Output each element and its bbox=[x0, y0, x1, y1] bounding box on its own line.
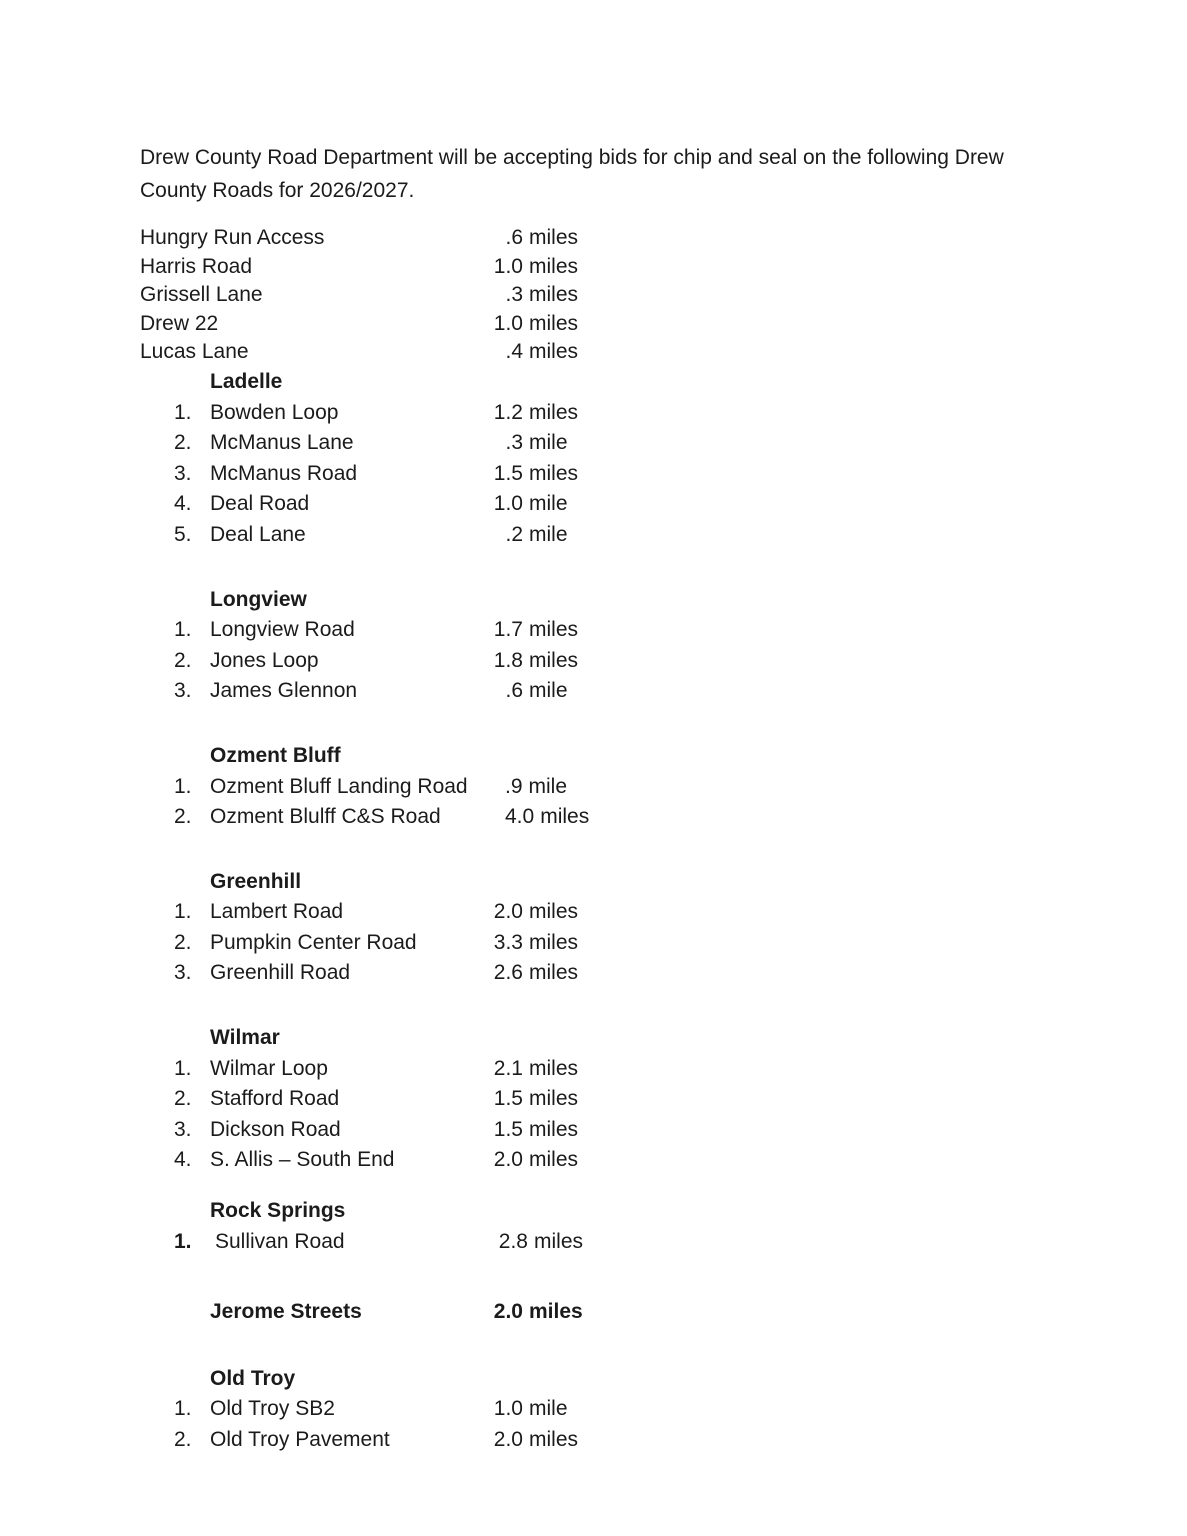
road-row bbox=[140, 772, 1120, 803]
road-mileage bbox=[489, 676, 568, 707]
mileage-unit: miles bbox=[529, 618, 579, 642]
road-mileage bbox=[489, 1297, 583, 1328]
section-title: Longview bbox=[210, 587, 307, 611]
road-number: 1. bbox=[174, 900, 192, 924]
road-mileage bbox=[489, 459, 578, 490]
mileage-value: 1.7 bbox=[493, 618, 523, 642]
road-name: Dickson Road bbox=[210, 1117, 341, 1141]
mileage-unit: miles bbox=[529, 226, 579, 249]
road-row bbox=[140, 676, 1120, 707]
road-name: James Glennon bbox=[210, 679, 358, 703]
mileage-value: 2.0 bbox=[493, 1428, 523, 1451]
road-name: McManus Lane bbox=[210, 431, 354, 455]
section-title: Jerome Streets bbox=[210, 1300, 362, 1324]
mileage-value: 1.0 bbox=[493, 492, 523, 516]
mileage-unit: mile bbox=[529, 1397, 568, 1421]
mileage-value: 1.0 bbox=[493, 1397, 523, 1421]
mileage-unit: miles bbox=[529, 340, 579, 364]
mileage-unit: miles bbox=[529, 1428, 579, 1451]
road-row bbox=[140, 253, 1120, 282]
section-title: Old Troy bbox=[210, 1366, 296, 1390]
road-row bbox=[140, 615, 1120, 646]
section-greenhill bbox=[140, 867, 1120, 989]
road-row bbox=[140, 1425, 1120, 1456]
intro-line: County Roads for 2026/2027. bbox=[140, 179, 415, 202]
road-row bbox=[140, 1227, 1120, 1258]
mileage-unit: miles bbox=[529, 1117, 579, 1141]
road-number: 3. bbox=[174, 1117, 192, 1141]
mileage-value: .6 bbox=[505, 226, 523, 249]
mileage-value: 1.2 bbox=[493, 400, 523, 424]
road-mileage bbox=[489, 520, 568, 551]
road-number: 2. bbox=[174, 431, 192, 455]
road-name: Sullivan Road bbox=[215, 1229, 345, 1253]
section-ozment-bluff bbox=[140, 741, 1120, 833]
mileage-value: 3.3 bbox=[493, 930, 523, 954]
mileage-value: 2.1 bbox=[493, 1056, 523, 1080]
road-mileage bbox=[489, 1084, 578, 1115]
mileage-unit: miles bbox=[529, 1148, 579, 1172]
top-road-list bbox=[140, 224, 1120, 367]
road-mileage bbox=[489, 897, 578, 928]
mileage-value: 1.8 bbox=[493, 648, 523, 672]
mileage-value: 4.0 bbox=[505, 805, 535, 829]
road-mileage bbox=[489, 489, 568, 520]
road-name: Drew 22 bbox=[140, 311, 219, 335]
road-mileage bbox=[489, 615, 578, 646]
mileage-value: 1.5 bbox=[493, 461, 523, 485]
road-number: 2. bbox=[174, 1087, 192, 1111]
road-number: 1. bbox=[174, 618, 192, 642]
road-row bbox=[140, 489, 1120, 520]
road-name: Jones Loop bbox=[210, 648, 319, 672]
mileage-unit: mile bbox=[529, 431, 568, 455]
road-row bbox=[140, 1145, 1120, 1176]
road-row bbox=[140, 1115, 1120, 1146]
road-sections bbox=[140, 367, 1120, 1456]
mileage-unit: mile bbox=[529, 522, 568, 546]
intro-paragraph bbox=[140, 141, 1120, 207]
mileage-value: 1.0 bbox=[493, 254, 523, 278]
mileage-unit: miles bbox=[529, 254, 579, 278]
mileage-value: 1.5 bbox=[493, 1087, 523, 1111]
mileage-unit: miles bbox=[529, 461, 579, 485]
mileage-value: 1.0 bbox=[493, 311, 523, 335]
road-number: 3. bbox=[174, 679, 192, 703]
road-name: Lucas Lane bbox=[140, 340, 249, 364]
section-title: Greenhill bbox=[210, 869, 302, 893]
road-number: 2. bbox=[174, 930, 192, 954]
road-number: 3. bbox=[174, 461, 192, 485]
road-mileage bbox=[489, 428, 568, 459]
road-row bbox=[140, 1084, 1120, 1115]
road-mileage bbox=[494, 1227, 583, 1258]
road-name: Grissell Lane bbox=[140, 283, 263, 307]
mileage-value: .3 bbox=[505, 431, 523, 455]
road-row bbox=[140, 428, 1120, 459]
road-name: Hungry Run Access bbox=[140, 226, 325, 249]
road-row bbox=[140, 802, 1120, 833]
intro-line: Drew County Road Department will be accepting bids for chip and seal on the following Drew bbox=[140, 146, 1004, 169]
mileage-unit: mile bbox=[529, 679, 568, 703]
road-name: S. Allis – South End bbox=[210, 1148, 395, 1172]
road-row bbox=[140, 928, 1120, 959]
mileage-unit: miles bbox=[529, 1056, 579, 1080]
mileage-value: 2.0 bbox=[493, 1300, 523, 1324]
section-old-troy bbox=[140, 1364, 1120, 1456]
road-row bbox=[140, 1394, 1120, 1425]
road-mileage bbox=[489, 224, 578, 253]
road-name: Stafford Road bbox=[210, 1087, 340, 1111]
mileage-value: .6 bbox=[505, 679, 523, 703]
mileage-value: .3 bbox=[505, 283, 523, 307]
road-number: 1. bbox=[174, 400, 192, 424]
mileage-unit: mile bbox=[529, 492, 568, 516]
section-rock-springs bbox=[140, 1196, 1120, 1257]
road-name: Lambert Road bbox=[210, 900, 344, 924]
mileage-unit: miles bbox=[529, 311, 579, 335]
section-jerome-streets bbox=[140, 1297, 1120, 1328]
road-mileage bbox=[489, 646, 578, 677]
mileage-unit: miles bbox=[529, 930, 579, 954]
section-heading-row bbox=[140, 1297, 1120, 1328]
road-name: Ozment Bluff Landing Road bbox=[210, 774, 468, 798]
mileage-unit: miles bbox=[529, 961, 579, 985]
road-number: 2. bbox=[174, 1428, 192, 1451]
section-title: Ladelle bbox=[210, 369, 283, 393]
mileage-unit: miles bbox=[540, 805, 590, 829]
section-longview bbox=[140, 585, 1120, 707]
mileage-value: 2.0 bbox=[493, 1148, 523, 1172]
road-row bbox=[140, 338, 1120, 367]
mileage-unit: miles bbox=[529, 1300, 583, 1324]
road-row bbox=[140, 398, 1120, 429]
road-mileage bbox=[489, 281, 578, 310]
road-name: Bowden Loop bbox=[210, 400, 339, 424]
mileage-unit: miles bbox=[529, 1087, 579, 1111]
mileage-unit: miles bbox=[529, 648, 579, 672]
road-name: Deal Road bbox=[210, 492, 310, 516]
road-mileage bbox=[489, 310, 578, 339]
road-mileage bbox=[489, 253, 578, 282]
road-row bbox=[140, 1054, 1120, 1085]
road-name: Harris Road bbox=[140, 254, 253, 278]
mileage-unit: miles bbox=[534, 1229, 584, 1253]
road-name: Ozment Blulff C&S Road bbox=[210, 805, 441, 829]
road-name: Longview Road bbox=[210, 618, 355, 642]
road-number: 1. bbox=[174, 1056, 192, 1080]
road-mileage bbox=[489, 338, 578, 367]
mileage-value: 2.6 bbox=[493, 961, 523, 985]
mileage-value: .2 bbox=[505, 522, 523, 546]
road-name: Pumpkin Center Road bbox=[210, 930, 417, 954]
road-mileage bbox=[489, 772, 567, 803]
mileage-value: .9 bbox=[505, 774, 523, 798]
road-row bbox=[140, 646, 1120, 677]
road-name: Greenhill Road bbox=[210, 961, 351, 985]
section-title: Wilmar bbox=[210, 1026, 280, 1050]
road-mileage bbox=[489, 1115, 578, 1146]
mileage-value: 2.8 bbox=[498, 1229, 528, 1253]
road-number: 2. bbox=[174, 805, 192, 829]
road-number: 5. bbox=[174, 522, 192, 546]
road-number: 1. bbox=[174, 1229, 192, 1253]
section-wilmar bbox=[140, 1023, 1120, 1176]
road-name: Old Troy Pavement bbox=[210, 1428, 390, 1451]
road-name: Deal Lane bbox=[210, 522, 306, 546]
section-title: Ozment Bluff bbox=[210, 743, 341, 767]
road-mileage bbox=[489, 1054, 578, 1085]
road-number: 1. bbox=[174, 1397, 192, 1421]
section-ladelle bbox=[140, 367, 1120, 551]
road-mileage bbox=[489, 1145, 578, 1176]
mileage-unit: mile bbox=[528, 774, 568, 798]
mileage-value: .4 bbox=[505, 340, 523, 364]
road-number: 4. bbox=[174, 1148, 192, 1172]
document-content bbox=[140, 141, 1120, 1456]
road-mileage bbox=[489, 1425, 578, 1456]
road-number: 4. bbox=[174, 492, 192, 516]
mileage-value: 2.0 bbox=[493, 900, 523, 924]
road-mileage bbox=[489, 958, 578, 989]
road-number: 2. bbox=[174, 648, 192, 672]
road-row bbox=[140, 281, 1120, 310]
road-name: McManus Road bbox=[210, 461, 358, 485]
road-mileage bbox=[489, 1394, 568, 1425]
road-row bbox=[140, 520, 1120, 551]
road-row bbox=[140, 459, 1120, 490]
road-name: Old Troy SB2 bbox=[210, 1397, 335, 1421]
road-row bbox=[140, 897, 1120, 928]
road-mileage bbox=[489, 928, 578, 959]
road-row bbox=[140, 224, 1120, 253]
mileage-unit: miles bbox=[529, 400, 579, 424]
road-row bbox=[140, 958, 1120, 989]
road-number: 3. bbox=[174, 961, 192, 985]
mileage-unit: miles bbox=[529, 283, 579, 307]
road-name: Wilmar Loop bbox=[210, 1056, 328, 1080]
road-number: 1. bbox=[174, 774, 192, 798]
road-mileage bbox=[489, 398, 578, 429]
mileage-value: 1.5 bbox=[493, 1117, 523, 1141]
section-title: Rock Springs bbox=[210, 1199, 346, 1223]
road-mileage bbox=[489, 802, 589, 833]
mileage-unit: miles bbox=[529, 900, 579, 924]
road-row bbox=[140, 310, 1120, 339]
